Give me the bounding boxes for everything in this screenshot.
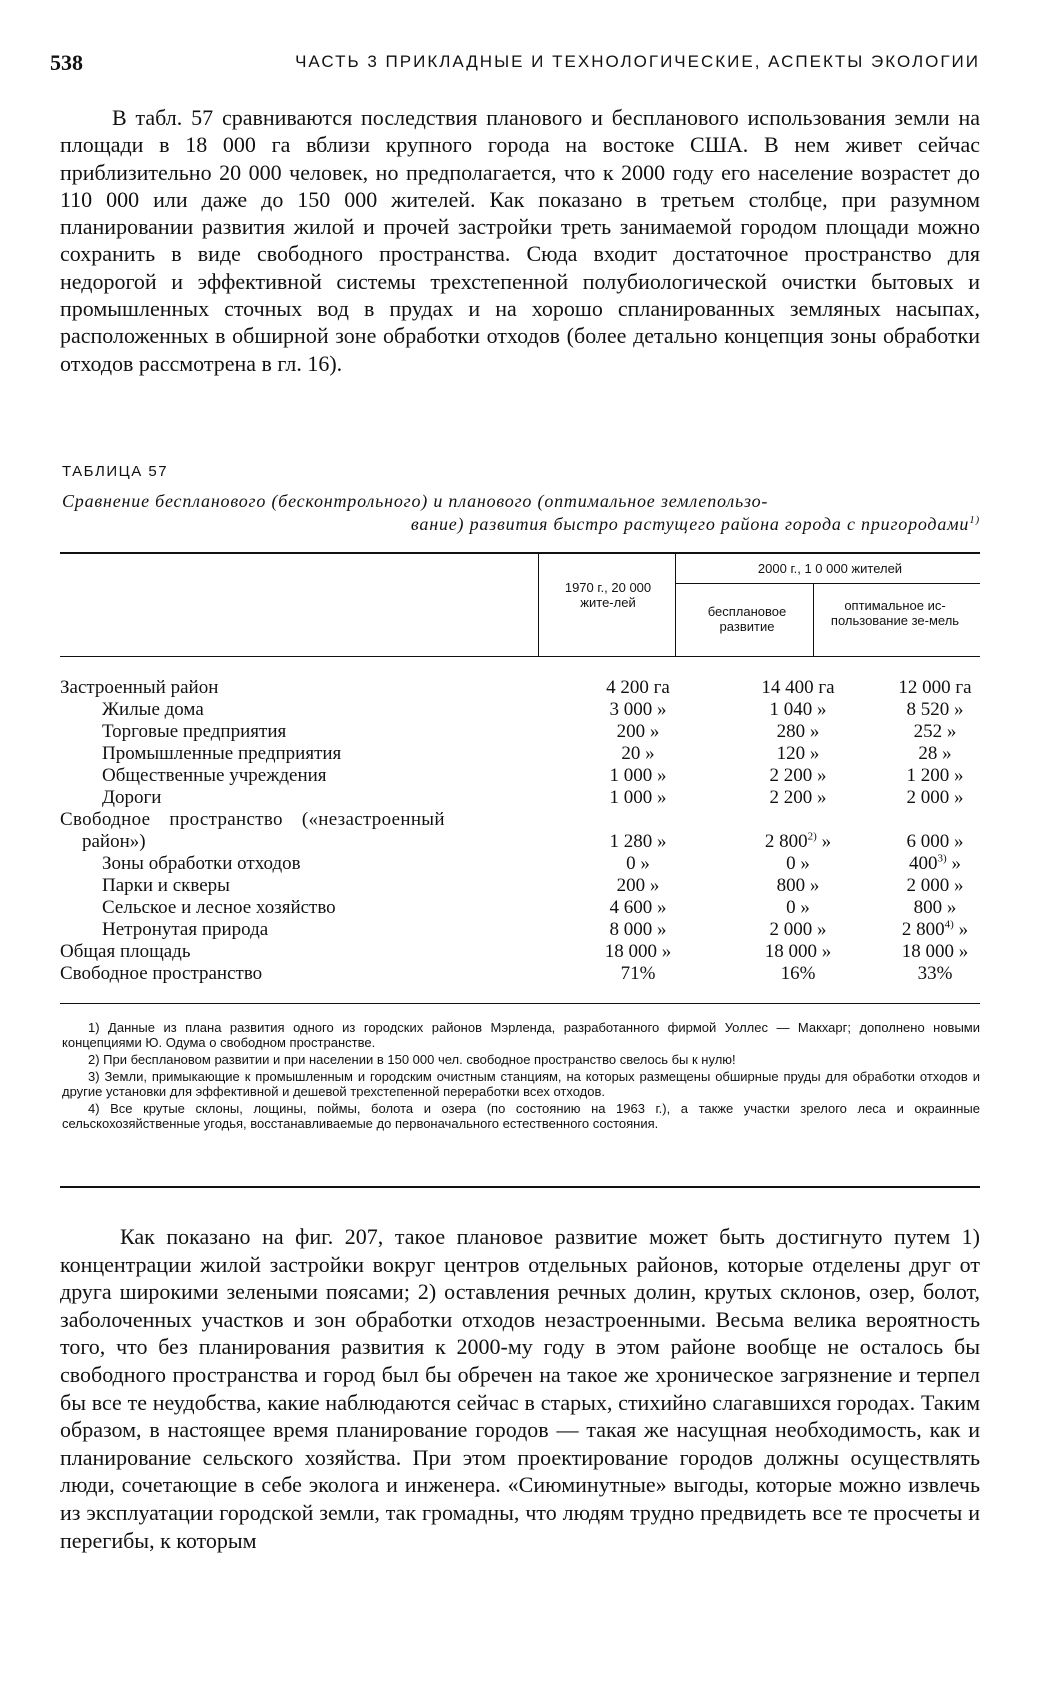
cell-v1970 [568, 743, 708, 765]
page-header [50, 50, 980, 80]
column-header-unplanned: бесплановое развитие [707, 604, 787, 634]
cell-value: 800 » [776, 875, 820, 896]
cell-v-unplanned [728, 919, 868, 941]
table-row [60, 897, 980, 919]
cell-unit: » [953, 919, 969, 940]
table-caption-note-mark: 1) [969, 514, 980, 526]
cell-value: 28 » [918, 743, 952, 764]
table-row [60, 853, 980, 875]
row-label: Нетронутая природа [102, 919, 269, 940]
row-label: Свободное пространство [60, 963, 263, 984]
cell-value: 6 000 » [906, 831, 964, 852]
cell-value: 1 200 » [906, 765, 964, 786]
table-row [60, 941, 980, 963]
cell-value: 800 » [913, 897, 957, 918]
cell-v1970 [568, 963, 708, 985]
cell-value: 2 200 » [769, 765, 827, 786]
cell-unit: » [946, 853, 961, 874]
cell-v-unplanned [728, 897, 868, 919]
cell-v1970 [568, 721, 708, 743]
table-group-rule [675, 583, 980, 584]
table-caption-line1: Сравнение беспланового (бесконтрольного) и планового (оптимальное землепользо- [62, 491, 769, 511]
column-header-2000-group: 2000 г., 1 0 000 жителей [757, 561, 903, 576]
cell-v-unplanned [728, 721, 868, 743]
cell-v-planned [875, 699, 995, 721]
cell-v1970 [568, 677, 708, 699]
row-label: Парки и скверы [102, 875, 230, 896]
cell-v-planned [875, 787, 995, 809]
cell-value: 1 000 » [609, 765, 667, 786]
cell-v1970 [568, 941, 708, 963]
column-header-planned: оптимальное ис-пользование зе-мель [830, 598, 960, 628]
cell-v-planned [875, 853, 995, 875]
table-caption-line2: вание) развития быстро растущего района города с пригородами [410, 514, 970, 534]
cell-value: 1 040 » [769, 699, 827, 720]
cell-value: 2 200 » [769, 787, 827, 808]
table-row [60, 677, 980, 699]
cell-v-planned [875, 743, 995, 765]
row-label: Промышленные предприятия [102, 743, 342, 764]
cell-v-planned [875, 941, 995, 963]
cell-value: 14 400 га [761, 677, 835, 698]
footnote: 4) Все крутые склоны, лощины, поймы, болота и озера (по состоянию на 1963 г.), а также участки зрелого леса и окраинные сельскохозяйственные угодья, восстанавливаемые до первоначального естественного состояния. [62, 1101, 980, 1131]
cell-v-planned [875, 919, 995, 941]
cell-v-planned [875, 765, 995, 787]
cell-v1970 [568, 875, 708, 897]
cell-value: 8 520 » [906, 699, 964, 720]
cell-value: 2 000 » [769, 919, 827, 940]
footnote-mark: 3) [937, 852, 947, 865]
cell-v1970 [568, 853, 708, 875]
row-label: Дороги [102, 787, 162, 808]
cell-v1970 [568, 699, 708, 721]
cell-value: 2 000 » [906, 875, 964, 896]
row-label: район») [82, 831, 146, 852]
row-label: Общая площадь [60, 941, 191, 962]
footnote: 1) Данные из плана развития одного из городских районов Мэрленда, разработанного фирмой Уоллес — Макхарг; дополнено новыми концепциями Ю. Одума о свободном пространстве. [62, 1020, 980, 1050]
cell-value: 3 000 » [609, 699, 667, 720]
cell-v1970 [568, 787, 708, 809]
table-row [60, 831, 980, 853]
cell-v-unplanned [728, 765, 868, 787]
table-col-divider-2 [675, 554, 676, 656]
cell-value: 2 000 » [906, 787, 964, 808]
page-number: 538 [50, 50, 83, 75]
table-row [60, 699, 980, 721]
cell-v-planned [875, 721, 995, 743]
cell-v-unplanned [728, 787, 868, 809]
column-header-1970: 1970 г., 20 000 жите-лей [564, 580, 652, 610]
table-row [60, 919, 980, 941]
table-row [60, 875, 980, 897]
cell-value: 12 000 га [898, 677, 972, 698]
cell-v-planned [875, 677, 995, 699]
cell-value: 1 000 » [609, 787, 667, 808]
cell-v-unplanned [728, 831, 868, 853]
cell-v-unplanned [728, 853, 868, 875]
table-col-divider-1 [538, 554, 539, 656]
row-label: Свободное пространство («незастроенный [60, 809, 445, 830]
cell-value: 18 000 » [901, 941, 969, 962]
table-caption-line2-wrap [62, 513, 980, 536]
cell-v-unplanned [728, 963, 868, 985]
cell-v-planned [875, 831, 995, 853]
footnote: 3) Земли, примыкающие к промышленным и городским очистным станциям, на которых размещены обширные пруды для обработки отходов и другие установки для эффективной и дешевой трехстепенной переработки всех отходов. [62, 1069, 980, 1099]
cell-v1970 [568, 765, 708, 787]
row-label: Сельское и лесное хозяйство [102, 897, 336, 918]
cell-value: 120 » [776, 743, 820, 764]
cell-v-unplanned [728, 699, 868, 721]
table-row [60, 787, 980, 809]
closing-paragraph: Как показано на фиг. 207, такое плановое развитие может быть достигнуто путем 1) концентрации жилой застройки вокруг центров отдельных районов, которые отделены друг от друга широкими зелеными поясами; 2) оставления речных долин, крутых склонов, озер, болот, заболоченных участков и зон обработки отходов незастроенными. Весьма велика вероятность того, что без планирования развития к 2000-му году в этом районе вообще не осталось бы свободного пространства и город был бы обречен на такое же хроническое загрязнение и терпел бы все те неудобства, какие наблюдаются сейчас в старых, стихийно слагавшихся городах. Таким образом, в настоящее время планирование городов — такая же насущная необходимость, как и планирование сельского хозяйства. При этом проектирование городов должны осуществлять люди, сочетающие в себе эколога и инженера. «Сиюминутные» выгоды, которые можно извлечь из эксплуатации городской земли, так громадны, что людям трудно предвидеть все те просчеты и перегибы, к которым [60, 1224, 980, 1553]
cell-unit: » [816, 831, 832, 852]
cell-value: 4 200 га [606, 677, 670, 698]
cell-value: 4 600 » [609, 897, 667, 918]
row-label: Торговые предприятия [102, 721, 287, 742]
cell-value: 200 » [616, 875, 660, 896]
cell-value: 2 800 [764, 831, 808, 852]
cell-value: 33% [917, 963, 953, 984]
footnote: 2) При бесплановом развитии и при населении в 150 000 чел. свободное пространство свелось бы к нулю! [88, 1052, 736, 1067]
table-row [60, 765, 980, 787]
footnote-mark: 4) [944, 918, 954, 931]
cell-value: 0 » [786, 853, 810, 874]
cell-value: 1 280 » [609, 831, 667, 852]
cell-v-planned [875, 897, 995, 919]
cell-value: 16% [780, 963, 816, 984]
table-caption [62, 490, 980, 536]
cell-value: 200 » [616, 721, 660, 742]
table-footnotes [62, 1020, 980, 1133]
table-row [60, 743, 980, 765]
row-label: Зоны обработки отходов [102, 853, 301, 874]
cell-value: 71% [620, 963, 656, 984]
table-bottom-rule [60, 1003, 980, 1004]
cell-v-planned [875, 963, 995, 985]
running-title: ЧАСТЬ 3 ПРИКЛАДНЫЕ И ТЕХНОЛОГИЧЕСКИЕ, АСПЕКТЫ ЭКОЛОГИИ [295, 52, 980, 71]
cell-v-unplanned [728, 941, 868, 963]
footnotes-bottom-rule [60, 1186, 980, 1188]
cell-value: 280 » [776, 721, 820, 742]
cell-value: 400 [909, 853, 938, 874]
cell-value: 20 » [621, 743, 655, 764]
cell-value: 0 » [626, 853, 650, 874]
cell-v1970 [568, 919, 708, 941]
row-label: Жилые дома [102, 699, 204, 720]
cell-v1970 [568, 897, 708, 919]
table-row [60, 809, 980, 831]
intro-paragraph: В табл. 57 сравниваются последствия планового и беспланового использования земли на площади в 18 000 га вблизи крупного города на востоке США. В нем живет сейчас приблизительно 20 000 человек, но предполагается, что к 2000 году его население возрастет до 110 000 или даже до 150 000 жителей. Как показано в третьем столбце, при разумном планировании развития жилой и прочей застройки треть занимаемой городом площади можно сохранить в виде свободного пространства. Сюда входит достаточное пространство для недорогой и эффективной системы трехстепенной полубиологической очистки бытовых и промышленных сточных вод в прудах и на хорошо спланированных земляных насыпах, расположенных в обширной зоне обработки отходов (более детально концепция зоны обработки отходов рассмотрена в гл. 16). [60, 105, 980, 376]
table-header-rule [60, 656, 980, 657]
cell-v1970 [568, 831, 708, 853]
cell-value: 0 » [786, 897, 810, 918]
cell-value: 252 » [913, 721, 957, 742]
table-top-rule [60, 552, 980, 554]
cell-v-unplanned [728, 875, 868, 897]
cell-value: 2 800 [901, 919, 945, 940]
table-row [60, 721, 980, 743]
row-label: Общественные учреждения [102, 765, 327, 786]
cell-value: 18 000 » [604, 941, 672, 962]
table-row [60, 963, 980, 985]
cell-value: 18 000 » [764, 941, 832, 962]
footnote-mark: 2) [807, 830, 817, 843]
cell-value: 8 000 » [609, 919, 667, 940]
cell-v-unplanned [728, 743, 868, 765]
cell-v-unplanned [728, 677, 868, 699]
table-label: ТАБЛИЦА 57 [62, 463, 169, 480]
cell-v-planned [875, 875, 995, 897]
table-col-divider-3 [813, 583, 814, 656]
row-label: Застроенный район [60, 677, 219, 698]
